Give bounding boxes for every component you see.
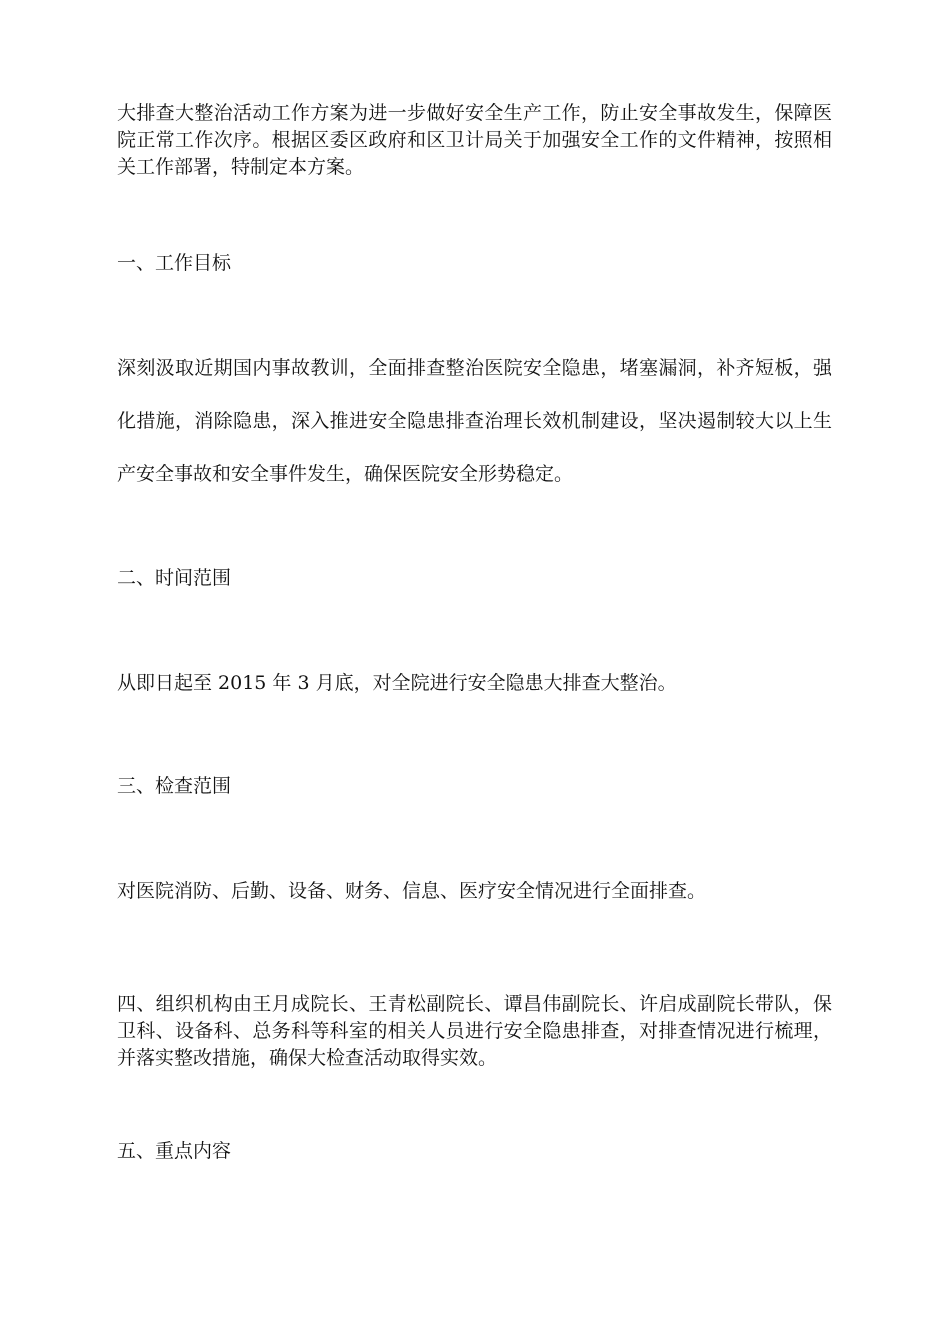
organization-paragraph: 四、组织机构由王月成院长、王青松副院长、谭昌伟副院长、许启成副院长带队，保卫科、设备科、总务科等科室的相关人员进行安全隐患排查，对排查情况进行梳理，并落实整改措施，确保大检查活动取得实效。 [117, 993, 832, 1069]
section-heading-scope: 三、检查范围 [117, 775, 232, 797]
section-heading-time: 二、时间范围 [117, 567, 232, 589]
intro-paragraph: 大排查大整治活动工作方案为进一步做好安全生产工作，防止安全事故发生，保障医院正常工作次序。根据区委区政府和区卫计局关于加强安全工作的文件精神，按照相关工作部署，特制定本方案。 [117, 102, 832, 178]
section-heading-key-content: 五、重点内容 [117, 1140, 232, 1162]
goals-paragraph: 深刻汲取近期国内事故教训，全面排查整治医院安全隐患，堵塞漏洞，补齐短板，强化措施，消除隐患，深入推进安全隐患排查治理长效机制建设，坚决遏制较大以上生产安全事故和安全事件发生，确保医院安全形势稳定。 [117, 357, 832, 485]
time-paragraph: 从即日起至 2015 年 3 月底，对全院进行安全隐患大排查大整治。 [117, 672, 677, 694]
section-heading-goals: 一、工作目标 [117, 252, 232, 274]
scope-paragraph: 对医院消防、后勤、设备、财务、信息、医疗安全情况进行全面排查。 [117, 880, 707, 902]
